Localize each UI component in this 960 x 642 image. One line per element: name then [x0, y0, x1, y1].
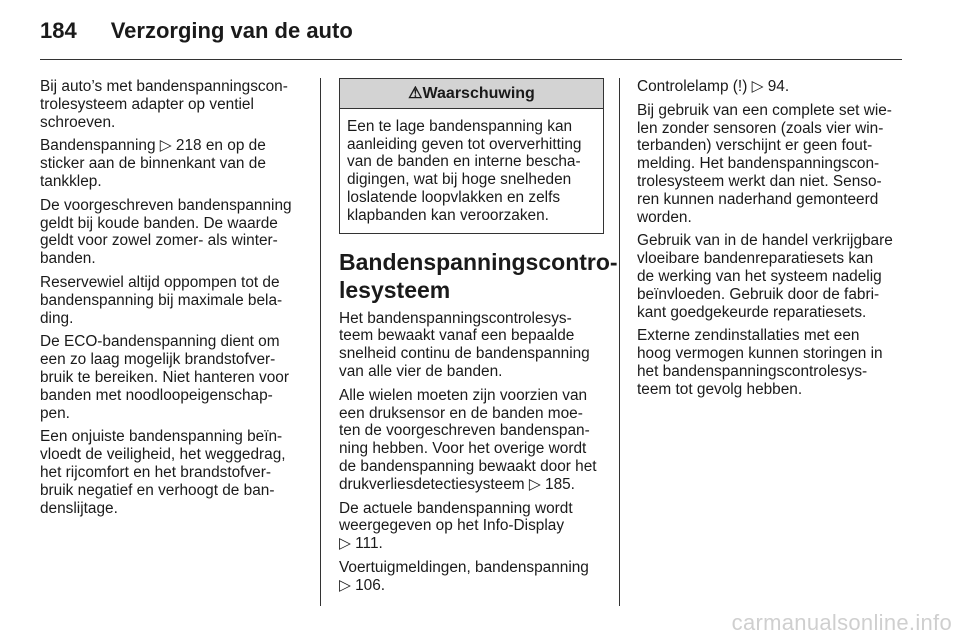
paragraph-info-display: De actuele bandenspanning wordt weergegeven op het Info-Display ▷ 111. [339, 499, 573, 553]
warning-header [340, 79, 603, 109]
paragraph-adapter: Bij auto’s met bandenspanningscon- trolesysteem adapter op ventiel schroeven. [40, 78, 288, 131]
paragraph-control-lamp: Controlelamp (!) ▷ 94. [637, 78, 790, 95]
paragraph-vehicle-messages: Voertuigmeldingen, bandenspanning ▷ 106. [339, 558, 589, 594]
paragraph-repair-kits: Gebruik van in de handel verkrijgbare vloeibare bandenreparatiesets kan de werking van het systeem nadelig beïnvloeden. Gebruik door de fabri- kant goedgekeurde reparatiesets. [637, 232, 893, 321]
warning-title: Waarschuwing [422, 85, 535, 102]
paragraph-sensors: Alle wielen moeten zijn voorzien van een druksensor en de banden moe- ten de voorgeschreven bandenspan- ning hebben. Voor het overige wordt de bandenspanning bewaakt door het drukverliesdetectiesysteem ▷ 185. [339, 386, 597, 493]
column-middle [339, 78, 618, 601]
warning-icon: ⚠ [408, 85, 423, 102]
page-number: 184 [40, 18, 77, 43]
section-heading: Bandenspanningscontro- lesysteem [339, 248, 618, 303]
paragraph-system-monitors: Het bandenspanningscontrolesys- teem bewaakt vanaf een bepaalde snelheid continu de bandenspanning van alle vier de banden. [339, 309, 590, 380]
column-right [637, 78, 905, 405]
paragraph-spare-wheel: Reservewiel altijd oppompen tot de bandenspanning bij maximale bela- ding. [40, 273, 283, 327]
column-divider-1 [320, 78, 321, 606]
column-divider-2 [619, 78, 620, 606]
watermark-text: carmanualsonline.info [731, 610, 952, 635]
warning-text: Een te lage bandenspanning kan aanleiding geven tot oververhitting van de banden en interne bescha- digingen, wat bij hoge snelheden loslatende loopvlakken en zelfs klapbanden kan veroorzaken. [347, 117, 582, 224]
paragraph-external-transmitters: Externe zendinstallaties met een hoog vermogen kunnen storingen in het bandenspanningscontrolesys- teem tot gevolg hebben. [637, 327, 883, 398]
page-title: Verzorging van de auto [110, 18, 353, 43]
header-rule [40, 59, 902, 60]
warning-box [339, 78, 604, 234]
paragraph-eco-pressure: De ECO-bandenspanning dient om een zo laag mogelijk brandstofver- bruik te bereiken. Niet hanteren voor banden met noodloopeigenschap- pen. [40, 333, 289, 422]
paragraph-tyre-pressure-ref: Bandenspanning ▷ 218 en op de sticker aan de binnenkant van de tankklep. [40, 137, 266, 190]
paragraph-incorrect-pressure: Een onjuiste bandenspanning beïn- vloedt de veiligheid, het weggedrag, het rijcomfort en het brandstofver- bruik negatief en verhoogt de ban- denslijtage. [40, 428, 286, 517]
paragraph-cold-tyres: De voorgeschreven bandenspanning geldt bij koude banden. De waarde geldt voor zowel zomer- als winter- banden. [40, 196, 292, 268]
paragraph-wheels-without-sensors: Bij gebruik van een complete set wie- len zonder sensoren (zoals vier win- terbanden) verschijnt er geen fout- melding. Het bandenspanningscon- trolesysteem werkt dan niet. Senso- ren kunnen naderhand gemonteerd worden. [637, 101, 892, 226]
column-left [40, 78, 310, 523]
page-header [40, 18, 353, 48]
